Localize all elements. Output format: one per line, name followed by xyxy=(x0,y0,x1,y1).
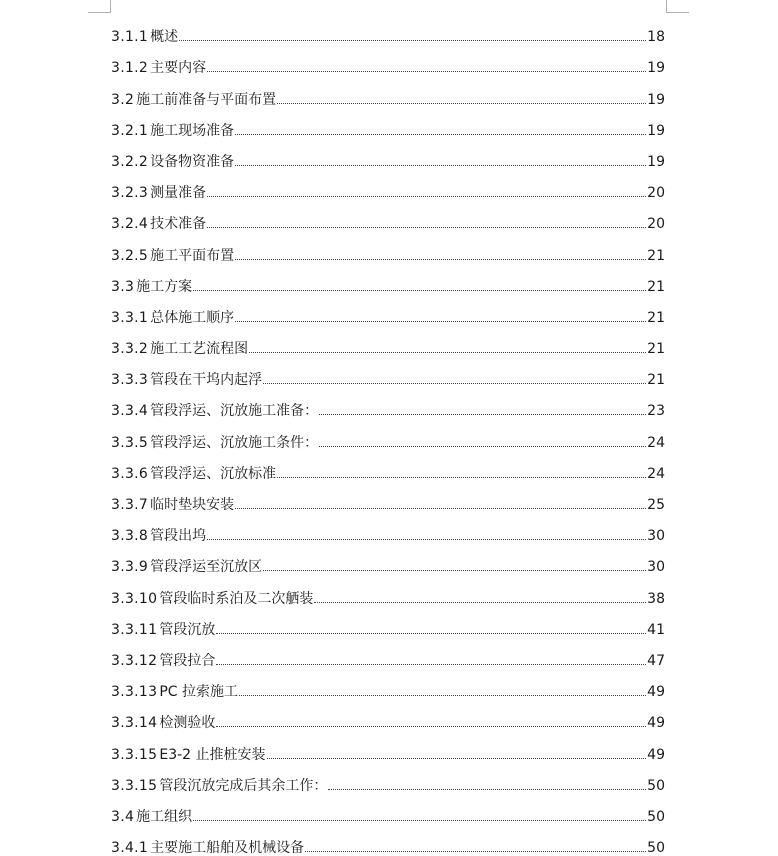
toc-dot-leader xyxy=(314,601,646,603)
toc-dot-leader xyxy=(239,694,646,696)
toc-entry[interactable] xyxy=(111,138,665,169)
toc-entry-page-number: 47 xyxy=(647,652,665,669)
toc-entry-page-number: 19 xyxy=(647,91,665,108)
toc-entry-page-number: 20 xyxy=(647,185,665,202)
toc-entry-number: 3.2.5 xyxy=(111,247,149,264)
toc-entry-page-number: 25 xyxy=(647,497,665,513)
toc-entry[interactable] xyxy=(111,762,665,793)
toc-entry-title: 施工平面布置 xyxy=(150,247,235,264)
toc-entry-number: 3.3.6 xyxy=(111,465,149,482)
toc-entry-number: 3.2 xyxy=(111,91,135,108)
toc-entry[interactable] xyxy=(111,668,665,699)
toc-entry-title: 主要施工船舶及机械设备 xyxy=(150,840,305,856)
toc-dot-leader xyxy=(235,507,646,509)
toc-entry-page-number: 49 xyxy=(647,746,665,763)
toc-entry[interactable] xyxy=(111,231,665,262)
toc-entry[interactable] xyxy=(111,606,665,637)
toc-entry-page-number: 24 xyxy=(647,434,665,451)
toc-dot-leader xyxy=(249,351,646,353)
toc-dot-leader xyxy=(263,382,646,384)
toc-entry-page-number: 23 xyxy=(647,403,665,420)
toc-dot-leader xyxy=(277,476,646,478)
toc-entry[interactable] xyxy=(111,294,665,325)
toc-entry[interactable] xyxy=(111,699,665,730)
toc-entry-title: 管段浮运、沉放施工准备： xyxy=(150,403,319,420)
toc-dot-leader xyxy=(277,102,646,104)
toc-entry[interactable] xyxy=(111,730,665,761)
toc-entry-page-number: 49 xyxy=(647,684,665,701)
toc-dot-leader xyxy=(216,663,646,665)
toc-entry-number: 3.2.3 xyxy=(111,185,149,202)
toc-entry-page-number: 21 xyxy=(647,247,665,264)
toc-dot-leader xyxy=(207,195,646,197)
toc-entry[interactable] xyxy=(111,824,665,855)
toc-entry-page-number: 21 xyxy=(647,309,665,326)
toc-dot-leader xyxy=(267,757,647,759)
toc-entry-title: 临时垫块安装 xyxy=(150,497,235,513)
toc-entry-number: 3.1.2 xyxy=(111,60,149,77)
toc-entry[interactable] xyxy=(111,169,665,200)
toc-entry[interactable] xyxy=(111,13,665,44)
toc-entry-number: 3.2.4 xyxy=(111,216,149,233)
toc-dot-leader xyxy=(179,39,646,41)
toc-entry-number: 3.3.1 xyxy=(111,309,149,326)
toc-entry-title: 施工现场准备 xyxy=(150,122,235,139)
toc-entry-page-number: 19 xyxy=(647,122,665,139)
toc-entry-title: 概述 xyxy=(150,29,179,46)
toc-entry-number: 3.3.2 xyxy=(111,341,149,358)
toc-dot-leader xyxy=(235,164,646,166)
toc-dot-leader xyxy=(328,788,646,790)
toc-entry-page-number: 38 xyxy=(647,590,665,607)
toc-entry-number: 3.3.10 xyxy=(111,590,158,607)
toc-entry-number: 3.2.1 xyxy=(111,122,149,139)
toc-entry-title: 管段浮运、沉放标准 xyxy=(150,465,277,482)
toc-entry[interactable] xyxy=(111,418,665,449)
toc-entry-page-number: 30 xyxy=(647,559,665,576)
toc-entry[interactable] xyxy=(111,543,665,574)
toc-entry[interactable] xyxy=(111,574,665,605)
toc-entry-number: 3.3.8 xyxy=(111,528,149,545)
toc-entry-title: 管段沉放 xyxy=(159,621,216,638)
toc-entry-title: 管段出坞 xyxy=(150,528,207,545)
toc-entry-title: 测量准备 xyxy=(150,185,207,202)
toc-entry-number: 3.3.13 xyxy=(111,684,158,701)
toc-entry-title: 总体施工顺序 xyxy=(150,309,235,326)
toc-entry-number: 3.3.7 xyxy=(111,497,149,513)
toc-entry-title: 管段在干坞内起浮 xyxy=(150,372,263,389)
toc-entry-number: 3.3.12 xyxy=(111,652,158,669)
toc-entry[interactable] xyxy=(111,450,665,481)
toc-dot-leader xyxy=(263,569,646,571)
toc-entry-page-number: 19 xyxy=(647,153,665,170)
toc-entry[interactable] xyxy=(111,44,665,75)
toc-entry-title: E3-2 止推桩安装 xyxy=(159,746,266,763)
toc-entry-number: 3.3.15 xyxy=(111,777,158,794)
toc-dot-leader xyxy=(216,725,646,727)
toc-entry-title: 管段沉放完成后其余工作： xyxy=(159,777,328,794)
toc-entry-title: 设备物资准备 xyxy=(150,153,235,170)
toc-entry-number: 3.3.5 xyxy=(111,434,149,451)
toc-entry[interactable] xyxy=(111,107,665,138)
toc-entry-title: 主要内容 xyxy=(150,60,207,77)
toc-entry-title: 技术准备 xyxy=(150,216,207,233)
toc-entry-page-number: 49 xyxy=(647,715,665,732)
toc-entry[interactable] xyxy=(111,325,665,356)
page-corner-mark-right xyxy=(666,0,689,13)
toc-entry-page-number: 41 xyxy=(647,621,665,638)
toc-entry[interactable] xyxy=(111,637,665,668)
toc-entry-number: 3.1.1 xyxy=(111,29,149,46)
toc-dot-leader xyxy=(207,226,646,228)
toc-entry-title: 施工前准备与平面布置 xyxy=(136,91,277,108)
toc-dot-leader xyxy=(193,289,646,291)
toc-entry-page-number: 50 xyxy=(647,840,665,856)
toc-entry-number: 3.3.11 xyxy=(111,621,158,638)
toc-dot-leader xyxy=(319,445,646,447)
toc-dot-leader xyxy=(193,819,646,821)
toc-entry-page-number: 19 xyxy=(647,60,665,77)
toc-entry[interactable] xyxy=(111,200,665,231)
toc-dot-leader xyxy=(207,70,646,72)
toc-entry-page-number: 18 xyxy=(647,29,665,46)
toc-entry-title: 施工组织 xyxy=(136,808,193,825)
toc-entry-page-number: 50 xyxy=(647,777,665,794)
table-of-contents xyxy=(111,13,665,855)
toc-entry-page-number: 21 xyxy=(647,278,665,295)
toc-entry[interactable] xyxy=(111,481,665,512)
toc-entry[interactable] xyxy=(111,263,665,294)
toc-entry-page-number: 20 xyxy=(647,216,665,233)
toc-entry-number: 3.2.2 xyxy=(111,153,149,170)
toc-entry[interactable] xyxy=(111,387,665,418)
toc-entry-page-number: 24 xyxy=(647,465,665,482)
toc-entry-title: 管段拉合 xyxy=(159,652,216,669)
toc-entry-number: 3.4 xyxy=(111,808,135,825)
toc-dot-leader xyxy=(207,538,646,540)
toc-entry-page-number: 21 xyxy=(647,341,665,358)
toc-entry[interactable] xyxy=(111,512,665,543)
toc-entry-title: 管段浮运至沉放区 xyxy=(150,559,263,576)
toc-entry-title: 管段浮运、沉放施工条件： xyxy=(150,434,319,451)
toc-entry-number: 3.3.15 xyxy=(111,746,158,763)
toc-dot-leader xyxy=(235,133,646,135)
toc-entry-title: PC 拉索施工 xyxy=(159,684,239,701)
toc-entry-number: 3.3 xyxy=(111,278,135,295)
toc-entry-number: 3.3.4 xyxy=(111,403,149,420)
toc-entry-page-number: 50 xyxy=(647,808,665,825)
toc-dot-leader xyxy=(305,850,646,852)
toc-entry-title: 管段临时系泊及二次舾装 xyxy=(159,590,314,607)
toc-entry-title: 施工方案 xyxy=(136,278,193,295)
toc-dot-leader xyxy=(235,258,646,260)
toc-entry[interactable] xyxy=(111,356,665,387)
toc-entry[interactable] xyxy=(111,793,665,824)
toc-entry-number: 3.4.1 xyxy=(111,840,149,856)
toc-entry-page-number: 21 xyxy=(647,372,665,389)
toc-entry-title: 施工工艺流程图 xyxy=(150,341,249,358)
toc-dot-leader xyxy=(319,413,646,415)
toc-entry[interactable] xyxy=(111,75,665,106)
toc-entry-title: 检测验收 xyxy=(159,715,216,732)
toc-entry-page-number: 30 xyxy=(647,528,665,545)
page-corner-mark-left xyxy=(88,0,111,13)
toc-entry-number: 3.3.3 xyxy=(111,372,149,389)
toc-entry-number: 3.3.14 xyxy=(111,715,158,732)
toc-dot-leader xyxy=(216,632,646,634)
toc-entry-number: 3.3.9 xyxy=(111,559,149,576)
toc-dot-leader xyxy=(235,320,646,322)
